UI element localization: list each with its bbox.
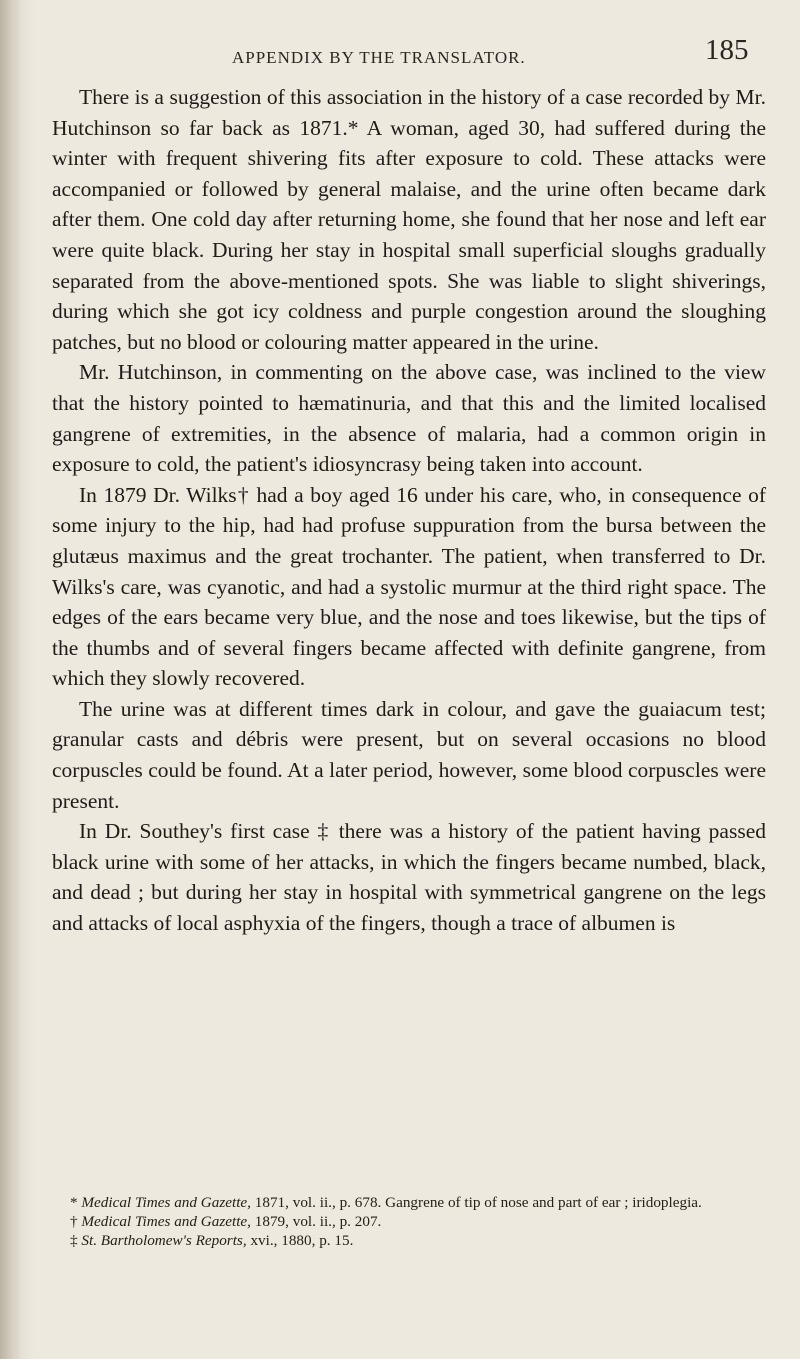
paragraph: In Dr. Southey's first case ‡ there was a history of the patient having passed black urine with some of her attacks, in which the fingers became numbed, black, and dead ; but during her stay in hospital with symmetrical gangrene on the legs and attacks of local asphyxia of the fingers, though a trace of albumen is <box>52 819 766 936</box>
footnote-source: Medical Times and Gazette, <box>81 1213 251 1231</box>
footnote-source: St. Bartholomew's Reports, <box>81 1232 247 1250</box>
footnote-detail: 1879, vol. ii., p. 207. <box>254 1213 382 1231</box>
paragraph: The urine was at different times dark in colour, and gave the guaiacum test; granular casts and débris were present, but on several occasions no blood corpuscles could be found. At a later period, however, some blood corpuscles were present. <box>52 696 766 813</box>
footnote <box>52 1212 766 1231</box>
footnote <box>52 1231 766 1250</box>
footnotes <box>52 1193 766 1251</box>
footnote-mark: * <box>70 1194 78 1211</box>
footnote-detail: xvi., 1880, p. 15. <box>250 1232 354 1250</box>
paragraph: In 1879 Dr. Wilks† had a boy aged 16 under his care, who, in consequence of some injury to the hip, had had profuse suppuration from the bursa between the glutæus maximus and the great trochanter. The patient, when transferred to Dr. Wilks's care, was cyanotic, and had a systolic murmur at the third right space. The edges of the ears became very blue, and the nose and toes likewise, but the tips of the thumbs and of several fingers became affected with definite gangrene, from which they slowly recovered. <box>52 482 766 691</box>
footnote <box>52 1193 766 1212</box>
footnote-mark: † <box>70 1213 78 1231</box>
running-head: APPENDIX BY THE TRANSLATOR. <box>232 48 526 67</box>
footnote-source: Medical Times and Gazette, <box>81 1194 251 1211</box>
page-number: 185 <box>705 34 749 66</box>
paragraph: Mr. Hutchinson, in commenting on the above case, was inclined to the view that the history pointed to hæmatinuria, and that this and the limited localised gangrene of extremities, in the absence of malaria, had a common origin in exposure to cold, the patient's idiosyncrasy being taken into account. <box>52 360 766 477</box>
footnote-mark: ‡ <box>70 1232 78 1250</box>
body-text <box>52 82 766 939</box>
binding-shadow <box>0 0 22 1359</box>
footnote-detail: 1871, vol. ii., p. 678. Gangrene of tip of nose and part of ear ; iridoplegia. <box>254 1194 702 1211</box>
paragraph: There is a suggestion of this association in the history of a case recorded by Mr. Hutchinson so far back as 1871.* A woman, aged 30, had suffered during the winter with frequent shivering fits after exposure to cold. These attacks were accompanied or followed by general malaise, and the urine often became dark after them. One cold day after returning home, she found that her nose and left ear were quite black. During her stay in hospital small superficial sloughs gradually separated from the above-mentioned spots. She was liable to slight shiverings, during which she got icy coldness and purple congestion around the sloughing patches, but no blood or colouring matter appeared in the urine. <box>52 85 766 354</box>
